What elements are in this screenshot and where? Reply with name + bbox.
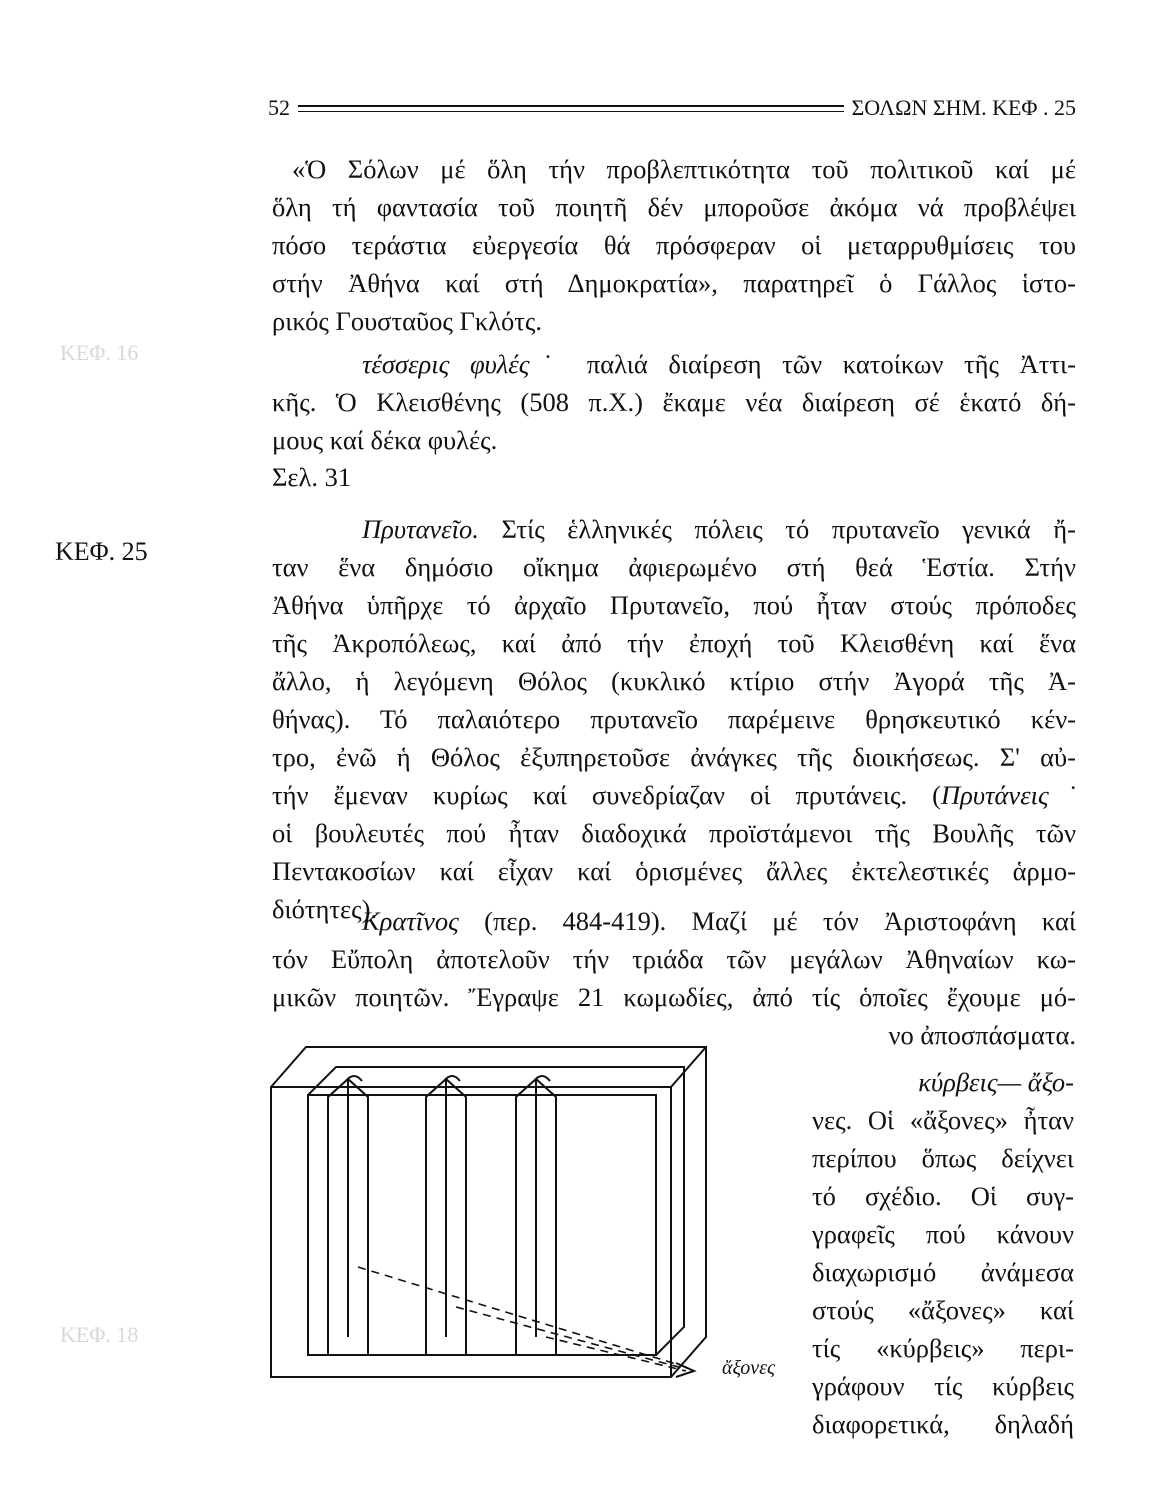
text-line: διαχωρισμό ἀνάμεσα [812, 1257, 1074, 1287]
text-line: τόν Εὔπολη ἀποτελοῦν τήν τριάδα τῶν μεγάλων Ἀθηναίων κω- [272, 944, 1076, 974]
frame-inner-top [308, 1067, 684, 1355]
axones-illustration [266, 1037, 716, 1399]
text-line: γράφουν τίς κύρβεις [812, 1371, 1074, 1401]
text-line: μους καί δέκα φυλές. [272, 425, 498, 455]
text-line: ταν ἕνα δημόσιο οἴκημα ἀφιερωμένο στή θεά Ἑστία. Στήν [272, 552, 1076, 582]
text-line: τίς «κύρβεις» περι- [812, 1333, 1074, 1363]
text-line: γραφεῖς πού κάνουν [812, 1219, 1074, 1249]
paragraph-kratinos [272, 902, 1076, 1054]
section-label: Σελ. 31 [272, 462, 352, 492]
paragraph-tribes [272, 345, 1076, 459]
text-line: ὅλη τή φαντασία τοῦ ποιητῆ δέν μποροῦσε ἀκόμα νά προβλέψει [272, 192, 1076, 222]
paragraph-prytaneion [272, 510, 1076, 928]
text-line [812, 1063, 1074, 1101]
text-line: πόσο τεράστια εὐεργεσία θά πρόσφεραν οἱ μεταρρυθμίσεις του [272, 230, 1076, 260]
text-line: διότητες). [272, 894, 378, 924]
text-line: Πρυτανεῖο. Στίς ἑλληνικές πόλεις τό πρυτανεῖο γενικά ἤ- [362, 514, 1076, 544]
frame-outline [271, 1047, 706, 1377]
figure-caption: ἄξονες [722, 1357, 776, 1379]
running-header [268, 90, 1076, 126]
show-through-mark: ΚΕΦ. 16 [60, 340, 139, 365]
margin-chapter-label: ΚΕΦ. 25 [55, 537, 148, 566]
text-line: τήν ἔμεναν κυρίως καί συνεδρίαζαν οἱ πρυτάνεις. (Πρυτάνεις˙ [272, 780, 1077, 810]
text-line: Πεντακοσίων καί εἶχαν καί ὁρισμένες ἄλλες ἐκτελεστικές ἁρμο- [272, 856, 1076, 886]
paragraph-kyrbeis [812, 1063, 1074, 1443]
page-number: 52 [268, 95, 290, 120]
text-line: ρικός Γουσταῦος Γκλότς. [272, 306, 543, 336]
show-through-mark: ΚΕΦ. 18 [60, 1322, 139, 1347]
text-line: νες. Οἱ «ἄξονες» ἦταν [812, 1105, 1074, 1135]
term-prytaneion: Πρυτανεῖο. [362, 514, 479, 544]
text-line: Ἀθήνα ὑπῆρχε τό ἀρχαῖο Πρυτανεῖο, πού ἦταν στούς πρόποδες [272, 590, 1076, 620]
text-line: τρο, ἐνῶ ἡ Θόλος ἐξυπηρετοῦσε ἀνάγκες τῆς διοικήσεως. Σ' αὐ- [272, 742, 1076, 772]
text-line: τό σχέδιο. Οἱ συγ- [812, 1181, 1074, 1211]
frame-front [271, 1087, 671, 1377]
term-kyrbeis: κύρβεις— ἄξο- [918, 1067, 1074, 1097]
pointer-line [456, 1307, 686, 1369]
text-line: τέσσερις φυλές˙ παλιά διαίρεση τῶν κατοίκων τῆς Ἀττι- [362, 349, 1077, 379]
term-kratinos: Κρατῖνος [362, 906, 459, 936]
text-line: περίπου ὅπως δείχνει [812, 1143, 1074, 1173]
text-line: θήνας). Τό παλαιότερο πρυτανεῖο παρέμεινε θρησκευτικό κέν- [272, 704, 1076, 734]
frame-inner [308, 1095, 656, 1355]
header-rule [298, 105, 844, 112]
text-line: «Ὁ Σόλων μέ ὅλη τήν προβλεπτικότητα τοῦ πολιτικοῦ καί μέ [292, 154, 1076, 184]
text-line: τῆς Ἀκροπόλεως, καί ἀπό τήν ἐποχή τοῦ Κλεισθένη καί ἕνα [272, 628, 1076, 658]
text-line: διαφορετικά, δηλαδή [812, 1409, 1074, 1439]
term-tribes: τέσσερις φυλές [362, 349, 530, 379]
text-line: στούς «ἄξονες» καί [812, 1295, 1074, 1325]
pointer-line [358, 1267, 686, 1367]
text-line: στήν Ἀθήνα καί στή Δημοκρατία», παρατηρεῖ ὁ Γάλλος ἱστο- [272, 268, 1076, 298]
text-line: νο ἀποσπάσματα. [888, 1020, 1076, 1050]
text-line: Κρατῖνος (περ. 484-419). Μαζί μέ τόν Ἀριστοφάνη καί [362, 906, 1076, 936]
term-prytaneis: Πρυτάνεις˙ [941, 780, 1077, 810]
text-line: μικῶν ποιητῶν. Ἔγραψε 21 κωμωδίες, ἀπό τίς ὁποῖες ἔχουμε μό- [272, 982, 1076, 1012]
running-title: ΣΟΛΩΝ ΣΗΜ. ΚΕΦ . 25 [851, 95, 1076, 120]
text-line: ἄλλο, ἡ λεγόμενη Θόλος (κυκλικό κτίριο στήν Ἀγορά τῆς Ἀ- [272, 666, 1076, 696]
text-line: κῆς. Ὁ Κλεισθένης (508 π.Χ.) ἔκαμε νέα διαίρεση σέ ἑκατό δή- [272, 387, 1076, 417]
paragraph-quote [272, 150, 1076, 340]
text-line: οἱ βουλευτές πού ἦταν διαδοχικά προϊστάμενοι τῆς Βουλῆς τῶν [272, 818, 1076, 848]
